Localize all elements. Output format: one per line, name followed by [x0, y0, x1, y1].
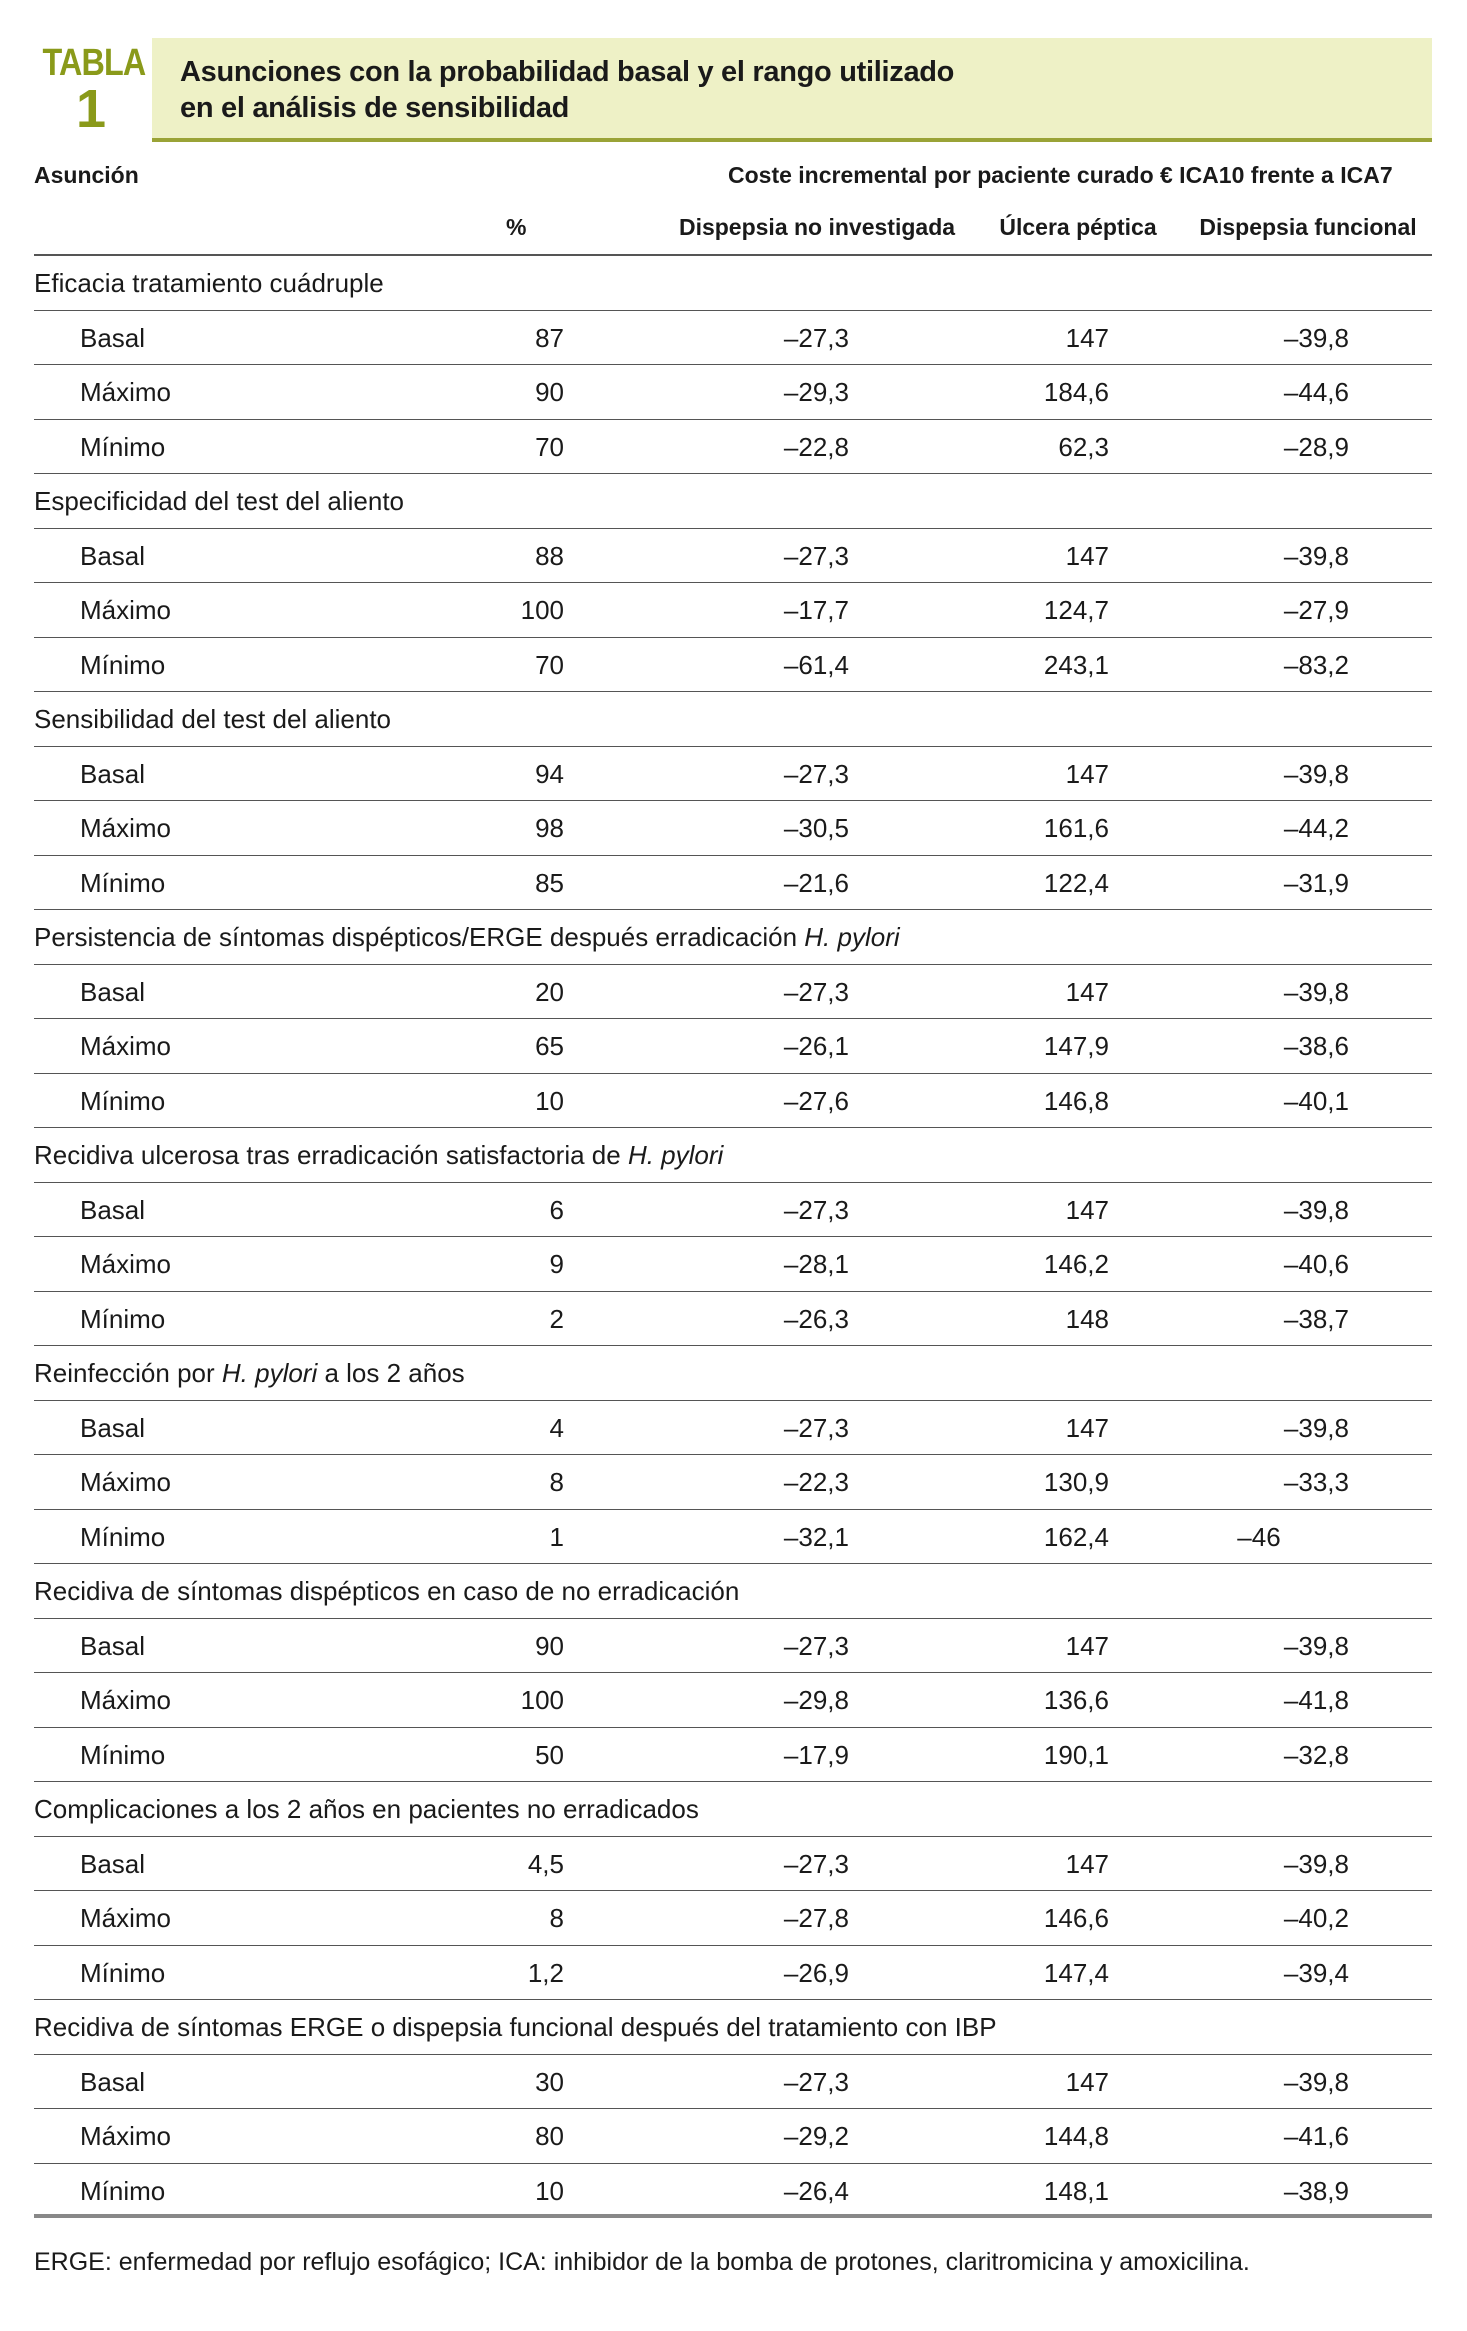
cell-c2: 243,1	[1043, 649, 1109, 680]
tabla-number: 1	[75, 79, 107, 139]
group-title-italic: H. pylori	[804, 922, 900, 952]
group-title-row	[34, 1128, 1432, 1183]
cell-label: Basal	[80, 1194, 146, 1225]
cell-c1: –26,9	[783, 1957, 849, 1988]
group-title	[34, 2012, 997, 2043]
cell-c1: –17,9	[783, 1739, 849, 1770]
cell-pct: 8	[549, 1903, 564, 1933]
cell-label: Basal	[80, 1848, 146, 1879]
group-title-row	[34, 910, 1432, 965]
cell-c3: –32,8	[1283, 1739, 1349, 1770]
cell-c2: 147,9	[1043, 1031, 1109, 1061]
cell-c1: –29,2	[783, 2121, 849, 2151]
cell-label: Basal	[80, 1630, 146, 1661]
column-header-dispepsia-funcional: Dispepsia funcional	[1199, 214, 1417, 240]
column-header-ulcera-peptica: Úlcera péptica	[999, 214, 1157, 240]
table-row	[34, 1019, 1432, 1074]
table-row	[34, 1891, 1432, 1946]
cell-c2: 147	[1065, 1194, 1109, 1225]
cell-c2: 147,4	[1043, 1957, 1109, 1988]
cell-label: Basal	[80, 1412, 146, 1443]
table-row	[34, 747, 1432, 802]
cell-c2: 146,2	[1043, 1249, 1109, 1279]
table-row	[34, 1946, 1432, 2001]
column-header-coste: Coste incremental por paciente curado € ICA10 frente a ICA7	[728, 162, 1393, 188]
cell-c2: 147	[1065, 1848, 1109, 1879]
cell-c3: –39,8	[1283, 758, 1349, 789]
cell-c3: –40,1	[1283, 1085, 1349, 1116]
table-row	[34, 2164, 1432, 2219]
cell-c2: 146,6	[1043, 1903, 1109, 1933]
cell-pct: 1	[549, 1521, 564, 1552]
cell-pct: 90	[535, 377, 564, 407]
cell-c2: 146,8	[1043, 1085, 1109, 1116]
cell-c2: 184,6	[1043, 377, 1109, 407]
cell-label: Basal	[80, 976, 146, 1007]
cell-c3: –46	[1237, 1521, 1281, 1552]
cell-c2: 190,1	[1043, 1739, 1109, 1770]
table-footnote: ERGE: enfermedad por reflujo esofágico; ICA: inhibidor de la bomba de protones, claritromicina y amoxicilina.	[34, 2248, 1250, 2276]
table-row	[34, 1455, 1432, 1510]
cell-c3: –39,8	[1283, 2066, 1349, 2097]
table-row	[34, 1292, 1432, 1347]
assumption-group	[34, 1346, 1432, 1564]
cell-label: Mínimo	[80, 867, 166, 898]
group-title-text: Persistencia de síntomas dispépticos/ERGE después erradicación	[34, 922, 805, 952]
cell-c2: 136,6	[1043, 1685, 1109, 1715]
cell-pct: 50	[535, 1739, 564, 1770]
cell-pct: 65	[535, 1031, 564, 1061]
cell-c1: –26,1	[783, 1031, 849, 1061]
table-row	[34, 2055, 1432, 2110]
group-title-text: Eficacia tratamiento cuádruple	[34, 268, 384, 298]
cell-c2: 147	[1065, 2066, 1109, 2097]
cell-pct: 2	[549, 1303, 564, 1334]
group-title	[34, 1576, 739, 1607]
cell-c2: 147	[1065, 540, 1109, 571]
cell-label: Máximo	[80, 377, 172, 407]
cell-c3: –40,2	[1283, 1903, 1349, 1933]
column-header-asuncion: Asunción	[34, 162, 139, 188]
cell-label: Máximo	[80, 2121, 172, 2151]
group-title-text: Recidiva ulcerosa tras erradicación satisfactoria de	[34, 1140, 628, 1170]
cell-label: Basal	[80, 2066, 146, 2097]
assumption-group	[34, 1564, 1432, 1782]
cell-c1: –17,7	[783, 595, 849, 625]
cell-c2: 147	[1065, 1630, 1109, 1661]
cell-label: Mínimo	[80, 1739, 166, 1770]
table-row	[34, 1237, 1432, 1292]
tabla-word: TABLA	[42, 42, 146, 84]
table-header	[34, 38, 1432, 142]
cell-c2: 130,9	[1043, 1467, 1109, 1497]
table-row	[34, 311, 1432, 366]
cell-label: Mínimo	[80, 431, 166, 462]
cell-c2: 147	[1065, 1412, 1109, 1443]
cell-pct: 4,5	[527, 1848, 564, 1879]
cell-label: Basal	[80, 322, 146, 353]
cell-c3: –39,8	[1283, 976, 1349, 1007]
cell-c1: –27,3	[783, 540, 849, 571]
cell-c2: 148,1	[1043, 2175, 1109, 2206]
cell-pct: 70	[535, 649, 564, 680]
cell-label: Máximo	[80, 1467, 172, 1497]
cell-c2: 122,4	[1043, 867, 1109, 898]
cell-c1: –27,3	[783, 758, 849, 789]
table-row	[34, 801, 1432, 856]
table-row	[34, 365, 1432, 420]
cell-c2: 148	[1065, 1303, 1109, 1334]
cell-c1: –29,8	[783, 1685, 849, 1715]
cell-pct: 30	[535, 2066, 564, 2097]
group-title-text: Complicaciones a los 2 años en pacientes no erradicados	[34, 1794, 699, 1824]
group-title	[34, 1140, 723, 1171]
cell-c1: –28,1	[783, 1249, 849, 1279]
cell-c1: –27,8	[783, 1903, 849, 1933]
cell-c1: –27,3	[783, 322, 849, 353]
column-header-percent: %	[506, 214, 527, 240]
cell-c3: –31,9	[1283, 867, 1349, 898]
table-row	[34, 2109, 1432, 2164]
group-title	[34, 268, 384, 299]
cell-pct: 98	[535, 813, 564, 843]
cell-c1: –27,6	[783, 1085, 849, 1116]
cell-c1: –26,3	[783, 1303, 849, 1334]
table-body	[34, 256, 1432, 2218]
cell-c1: –29,3	[783, 377, 849, 407]
group-title-text: a los 2 años	[317, 1358, 465, 1388]
cell-c1: –30,5	[783, 813, 849, 843]
group-title	[34, 1358, 465, 1389]
group-title-text: Sensibilidad del test del aliento	[34, 704, 392, 734]
cell-pct: 94	[535, 758, 564, 789]
cell-c3: –39,8	[1283, 1630, 1349, 1661]
cell-label: Basal	[80, 758, 146, 789]
table-row	[34, 529, 1432, 584]
cell-c3: –41,6	[1283, 2121, 1349, 2151]
table-row	[34, 1619, 1432, 1674]
table-column-headers	[34, 148, 1432, 256]
table-number-label	[34, 38, 148, 142]
cell-label: Máximo	[80, 1249, 172, 1279]
cell-pct: 100	[520, 595, 564, 625]
group-title-row	[34, 1782, 1432, 1837]
cell-c1: –27,3	[783, 1194, 849, 1225]
cell-c3: –44,2	[1283, 813, 1349, 843]
cell-pct: 80	[535, 2121, 564, 2151]
cell-c3: –39,8	[1283, 1412, 1349, 1443]
cell-c1: –27,3	[783, 976, 849, 1007]
table-title-line-2: en el análisis de sensibilidad	[180, 92, 570, 124]
cell-c2: 144,8	[1043, 2121, 1109, 2151]
cell-c2: 147	[1065, 758, 1109, 789]
table-title-box	[152, 38, 1432, 142]
cell-label: Máximo	[80, 1031, 172, 1061]
cell-label: Máximo	[80, 813, 172, 843]
group-title-text: Recidiva de síntomas dispépticos en caso de no erradicación	[34, 1576, 740, 1606]
cell-c2: 161,6	[1043, 813, 1109, 843]
group-title-text: Reinfección por	[34, 1358, 222, 1388]
cell-c1: –32,1	[783, 1521, 849, 1552]
assumption-group	[34, 1128, 1432, 1346]
cell-c2: 124,7	[1043, 595, 1109, 625]
cell-pct: 85	[535, 867, 564, 898]
cell-c3: –40,6	[1283, 1249, 1349, 1279]
cell-label: Mínimo	[80, 1085, 166, 1116]
cell-pct: 10	[535, 2175, 564, 2206]
table-row	[34, 856, 1432, 911]
table-row	[34, 420, 1432, 475]
cell-c2: 162,4	[1043, 1521, 1109, 1552]
cell-c1: –27,3	[783, 2066, 849, 2097]
table-row	[34, 965, 1432, 1020]
group-title-row	[34, 256, 1432, 311]
cell-c3: –39,4	[1283, 1957, 1349, 1988]
cell-label: Máximo	[80, 1903, 172, 1933]
group-title-italic: H. pylori	[221, 1358, 318, 1388]
cell-label: Basal	[80, 540, 146, 571]
cell-c3: –44,6	[1283, 377, 1349, 407]
cell-label: Mínimo	[80, 1957, 166, 1988]
group-title-row	[34, 474, 1432, 529]
cell-pct: 100	[520, 1685, 564, 1715]
cell-c3: –39,8	[1283, 322, 1349, 353]
cell-c3: –38,7	[1283, 1303, 1349, 1334]
table-title-line-1: Asunciones con la probabilidad basal y el rango utilizado	[180, 56, 955, 88]
table-row	[34, 1837, 1432, 1892]
table-row	[34, 1074, 1432, 1129]
group-title	[34, 704, 391, 735]
cell-label: Mínimo	[80, 1303, 166, 1334]
assumption-group	[34, 1782, 1432, 2000]
cell-c1: –22,3	[783, 1467, 849, 1497]
cell-c3: –39,8	[1283, 1194, 1349, 1225]
sensitivity-table	[34, 148, 1432, 2218]
column-header-dispepsia-no-investigada: Dispepsia no investigada	[678, 214, 956, 240]
table-row	[34, 1673, 1432, 1728]
cell-c3: –28,9	[1283, 431, 1349, 462]
cell-pct: 10	[535, 1085, 564, 1116]
cell-c1: –27,3	[783, 1412, 849, 1443]
cell-c1: –21,6	[783, 867, 849, 898]
cell-c1: –61,4	[783, 649, 849, 680]
group-title-row	[34, 2000, 1432, 2055]
cell-pct: 90	[535, 1630, 564, 1661]
group-title-row	[34, 692, 1432, 747]
cell-pct: 88	[535, 540, 564, 571]
cell-c1: –26,4	[783, 2175, 849, 2206]
cell-c1: –27,3	[783, 1630, 849, 1661]
cell-pct: 1,2	[527, 1957, 564, 1988]
cell-label: Máximo	[80, 595, 172, 625]
table-row	[34, 1510, 1432, 1565]
assumption-group	[34, 2000, 1432, 2218]
cell-c3: –39,8	[1283, 540, 1349, 571]
group-title	[34, 1794, 699, 1825]
assumption-group	[34, 474, 1432, 692]
cell-pct: 20	[535, 976, 564, 1007]
cell-c3: –27,9	[1283, 595, 1349, 625]
cell-pct: 87	[535, 322, 564, 353]
group-title-text: Especificidad del test del aliento	[34, 486, 405, 516]
cell-c2: 147	[1065, 322, 1109, 353]
table-row	[34, 1183, 1432, 1238]
table-row	[34, 638, 1432, 693]
group-title-row	[34, 1346, 1432, 1401]
group-title-text: Recidiva de síntomas ERGE o dispepsia funcional después del tratamiento con IBP	[34, 2012, 997, 2042]
cell-c3: –83,2	[1283, 649, 1349, 680]
cell-c3: –39,8	[1283, 1848, 1349, 1879]
cell-c3: –38,6	[1283, 1031, 1349, 1061]
cell-pct: 9	[549, 1249, 564, 1279]
cell-label: Mínimo	[80, 649, 166, 680]
table-row	[34, 1401, 1432, 1456]
cell-c2: 147	[1065, 976, 1109, 1007]
cell-label: Mínimo	[80, 1521, 166, 1552]
table-row	[34, 1728, 1432, 1783]
cell-pct: 70	[535, 431, 564, 462]
cell-pct: 6	[549, 1194, 564, 1225]
cell-c3: –38,9	[1283, 2175, 1349, 2206]
group-title	[34, 486, 404, 517]
cell-pct: 4	[549, 1412, 564, 1443]
assumption-group	[34, 910, 1432, 1128]
group-title-row	[34, 1564, 1432, 1619]
assumption-group	[34, 256, 1432, 474]
assumption-group	[34, 692, 1432, 910]
group-title	[34, 922, 900, 953]
cell-c1: –22,8	[783, 431, 849, 462]
cell-c1: –27,3	[783, 1848, 849, 1879]
cell-label: Máximo	[80, 1685, 172, 1715]
table-row	[34, 583, 1432, 638]
cell-c2: 62,3	[1058, 431, 1109, 462]
cell-pct: 8	[549, 1467, 564, 1497]
cell-c3: –41,8	[1283, 1685, 1349, 1715]
group-title-italic: H. pylori	[627, 1140, 724, 1170]
cell-c3: –33,3	[1283, 1467, 1349, 1497]
cell-label: Mínimo	[80, 2175, 166, 2206]
